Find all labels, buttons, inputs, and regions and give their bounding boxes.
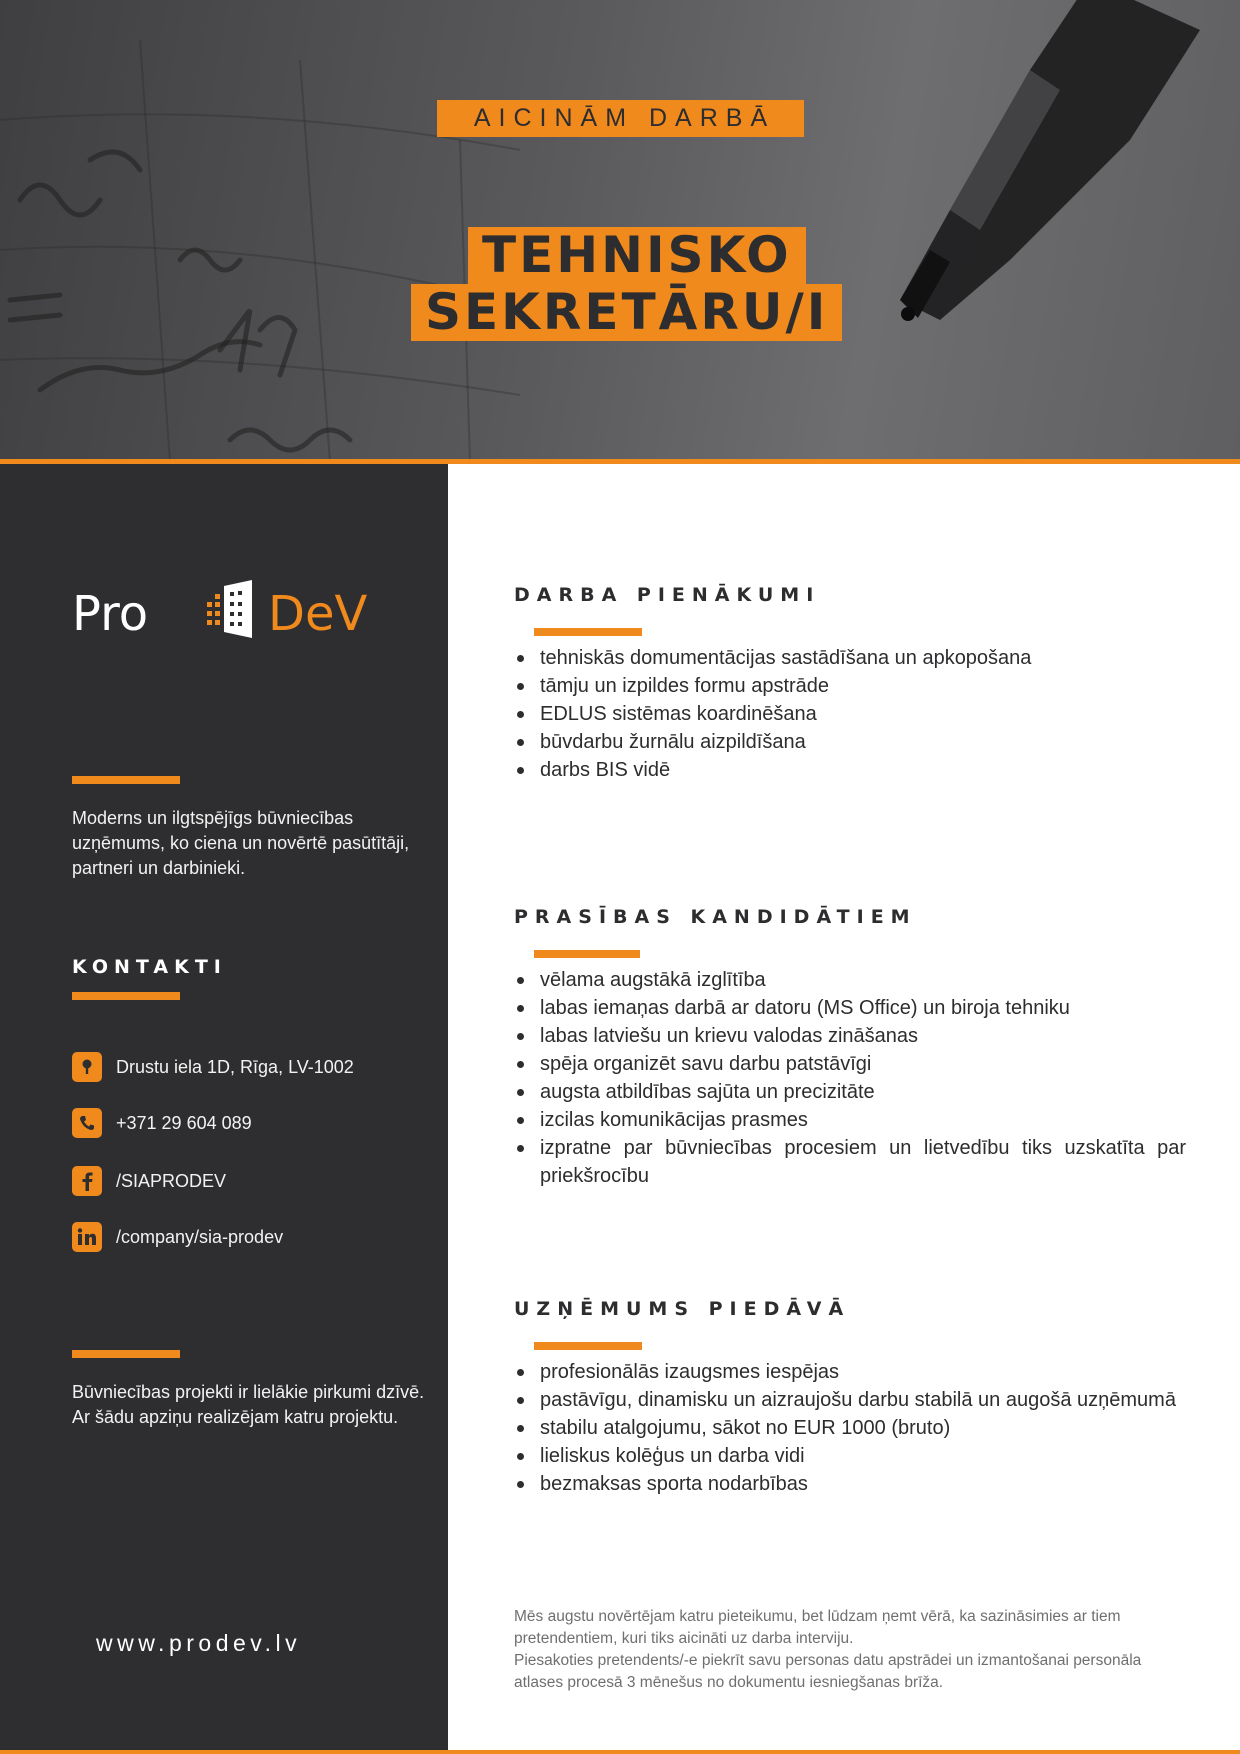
logo-text-right: DeV: [268, 586, 368, 642]
tagline-accent-bar: [72, 776, 180, 784]
location-pin-icon: [72, 1052, 102, 1082]
list-item: darbs BIS vidē: [514, 756, 1186, 784]
list-item: labas iemaņas darbā ar datoru (MS Office) un biroja tehniku: [514, 994, 1186, 1022]
building-icon: [207, 580, 252, 638]
contacts-heading: KONTAKTI: [72, 956, 227, 978]
contact-facebook[interactable]: [72, 1166, 226, 1196]
sidebar: [0, 464, 448, 1754]
hero-banner: [0, 0, 1240, 462]
list-item: stabilu atalgojumu, sākot no EUR 1000 (bruto): [514, 1414, 1186, 1442]
website-link[interactable]: www.prodev.lv: [96, 1630, 302, 1656]
linkedin-icon: [72, 1222, 102, 1252]
offer-accent-bar: [534, 1342, 642, 1350]
contact-linkedin[interactable]: [72, 1222, 283, 1252]
requirements-heading: PRASĪBAS KANDIDĀTIEM: [514, 906, 917, 928]
contacts-accent-bar: [72, 992, 180, 1000]
main-content: [448, 464, 1240, 1754]
duties-accent-bar: [534, 628, 642, 636]
list-item: labas latviešu un krievu valodas zināšanas: [514, 1022, 1186, 1050]
facebook-icon: [72, 1166, 102, 1196]
list-item: lieliskus kolēģus un darba vidi: [514, 1442, 1186, 1470]
list-item: tehniskās domumentācijas sastādīšana un apkopošana: [514, 644, 1186, 672]
list-item: EDLUS sistēmas koardinēšana: [514, 700, 1186, 728]
footnote-interview-note: Mēs augstu novērtējam katru pieteikumu, bet lūdzam ņemt vērā, ka sazināsimies ar tiem pretendentiem, kuri tiks aicināti uz darba interviju.: [514, 1608, 1121, 1647]
duties-list: [514, 644, 1186, 784]
list-item: pastāvīgu, dinamisku un aizraujošu darbu stabilā un augošā uzņēmumā: [514, 1386, 1186, 1414]
list-item: profesionālās izaugsmes iespējas: [514, 1358, 1186, 1386]
logo-text-left: Pro: [72, 586, 149, 642]
job-title-line-1: TEHNISKO: [468, 227, 806, 284]
offer-heading: UZŅĒMUMS PIEDĀVĀ: [514, 1298, 851, 1320]
contact-address-text: Drustu iela 1D, Rīga, LV-1002: [116, 1056, 354, 1077]
list-item: vēlama augstākā izglītība: [514, 966, 1186, 994]
requirements-accent-bar: [534, 950, 640, 958]
privacy-footnote: [514, 1606, 1194, 1694]
list-item: tāmju un izpildes formu apstrāde: [514, 672, 1186, 700]
contact-address[interactable]: [72, 1052, 354, 1082]
bottom-accent-line: [0, 1750, 1240, 1754]
duties-heading: DARBA PIENĀKUMI: [514, 584, 821, 606]
company-logo[interactable]: [72, 572, 412, 642]
job-title-line-2: SEKRETĀRU/I: [411, 284, 842, 341]
job-invitation-label: AICINĀM DARBĀ: [437, 100, 804, 137]
offer-list: [514, 1358, 1186, 1498]
phone-icon: [72, 1108, 102, 1138]
contact-facebook-text: /SIAPRODEV: [116, 1170, 227, 1191]
company-tagline: Moderns un ilgtspējīgs būvniecības uzņēmums, ko ciena un novērtē pasūtītāji, partneri un darbinieki.: [72, 808, 410, 878]
company-slogan: Būvniecības projekti ir lielākie pirkumi dzīvē. Ar šādu apziņu realizējam katru projektu.: [72, 1382, 425, 1427]
list-item: būvdarbu žurnālu aizpildīšana: [514, 728, 1186, 756]
list-item: spēja organizēt savu darbu patstāvīgi: [514, 1050, 1186, 1078]
slogan-accent-bar: [72, 1350, 180, 1358]
contact-phone[interactable]: [72, 1108, 252, 1138]
list-item: izpratne par būvniecības procesiem un lietvedību tiks uzskatīta par priekšrocību: [514, 1134, 1186, 1190]
list-item: bezmaksas sporta nodarbības: [514, 1470, 1186, 1498]
requirements-list: [514, 966, 1186, 1190]
list-item: augsta atbildības sajūta un precizitāte: [514, 1078, 1186, 1106]
list-item: izcilas komunikācijas prasmes: [514, 1106, 1186, 1134]
contact-phone-text: +371 29 604 089: [116, 1112, 252, 1133]
contact-linkedin-text: /company/sia-prodev: [116, 1226, 284, 1247]
footnote-data-consent: Piesakoties pretendents/-e piekrīt savu personas datu apstrādei un izmantošanai personāla atlases procesā 3 mēnešus no dokumentu iesniegšanas brīža.: [514, 1652, 1142, 1691]
